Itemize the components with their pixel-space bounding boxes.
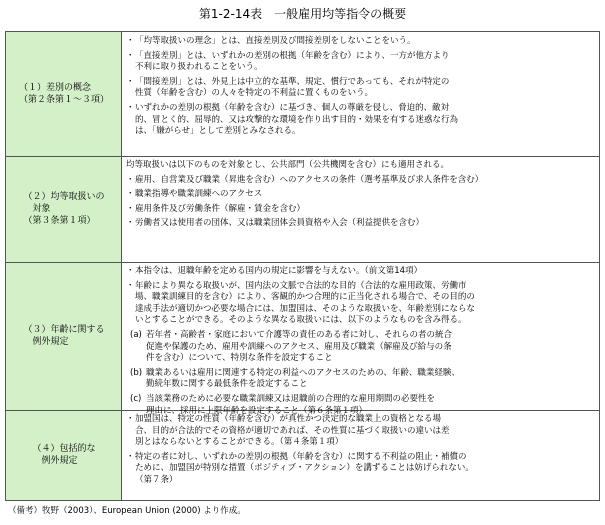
row-label-age-exceptions: （３）年齢に関する 例外規定 xyxy=(23,325,105,347)
bullet-icon: ・ xyxy=(126,174,135,185)
row-label-cell xyxy=(6,156,122,262)
sub-item-c: (c) 当該業務のために必要な職業訓練又は退職前の合理的な雇用期間の必要性を 理由に、採用に上限年齢を設定すること（第６条第１項） xyxy=(130,393,436,416)
row-label-cell xyxy=(6,262,122,410)
list-item: ・ 雇用、自営業及び職業（昇進を含む）へのアクセスの条件（選考基準及び求人条件を含む） xyxy=(126,174,484,185)
bullet-icon: ・ xyxy=(126,414,135,424)
list-item: ・ 特定の者に対し、いずれかの差別の根拠（年齢を含む）に関する不利益の阻止・補償の ために、加盟国が特別な措置（ポジティブ・アクション）を講ずることは妨げられない。 （第７条） xyxy=(126,451,474,485)
row-label-difference-concept: （１）差別の概念 （第２条第１～３項） xyxy=(18,83,109,105)
row-content-general-exceptions xyxy=(126,414,596,490)
list-item: ・ 雇用条件及び労働条件（解雇・賃金を含む） xyxy=(126,203,306,214)
page-title: 第1-2-14表 一般雇用均等指令の概要 xyxy=(198,7,407,21)
bullet-icon: ・ xyxy=(126,189,135,200)
bullet-icon: ・ xyxy=(126,218,135,229)
bullet-icon: ・ xyxy=(126,451,135,462)
list-item: ・ 労働者又は使用者の団体、又は職業団体会員資格や入会（利益提供を含む） xyxy=(126,218,425,229)
bullet-icon: ・ xyxy=(126,76,135,87)
row-content-age-exceptions xyxy=(126,266,596,420)
source-note: （備考）牧野（2003）、European Union (2000) より作成。 xyxy=(8,506,246,516)
list-item: ・ 本指令は、退職年齢を定める国内の規定に影響を与えない。（前文第14項） xyxy=(126,266,423,276)
list-item: ・ 「間接差別」とは、外見上は中立的な基準、規定、慣行であっても、それが特定の 性質（年齢を含む）の人々を特定の不利益に置くものをいう。 xyxy=(126,76,450,99)
intro-text: 均等取扱いは以下のものを対象とし、公共部門（公共機関を含む）にも適用される。 xyxy=(126,160,450,170)
row-label-cell xyxy=(6,410,122,500)
list-item: ・ 加盟国は、特定の性質（年齢を含む）が真性かつ決定的な職業上の資格となる場 合、目的が合法的でその資格が適切であれば、その性質に基づく取扱いの違いは差 別とはならないとすることができる。（第４条第１項） xyxy=(126,414,450,448)
bullet-icon: ・ xyxy=(126,203,135,214)
bullet-icon: ・ xyxy=(126,266,135,276)
sub-item-a: (a) 若年者・高齢者・家庭において介護等の責任のある者に対し、それらの者の統合 促進や保護のため、雇用や訓練へのアクセス、雇用及び職業（解雇及び給与の条 件を含む）について、特別な条件を設定すること xyxy=(130,329,453,364)
bullet-icon: ・ xyxy=(126,102,135,113)
list-item: ・ 職業指導や職業訓練へのアクセス xyxy=(126,189,263,200)
row-content-equal-treatment-scope xyxy=(126,160,596,233)
sub-item-b: (b) 職業あるいは雇用に関連する特定の利益へのアクセスのための、年齢、職業経験、 勤続年数に関する最低条件を設定すること xyxy=(130,367,460,390)
list-item: ・ 「直接差別」とは、いずれかの差別の根拠（年齢を含む）により、一方が他方より 不利に取り扱われることをいう。 xyxy=(126,50,450,73)
row-label-general-exceptions: （４）包括的な 例外規定 xyxy=(32,444,96,466)
list-item: ・ 年齢により異なる取扱いが、国内法の文脈で合法的な目的（合法的な雇用政策、労働市 場、職業訓練目的を含む）により、客観的かつ合理的に正当化される場合で、その目的の 達成手法が適切かつ必要な場合には、加盟国は、そのような取扱いを、年齢差別にならな いとすることができる。そのような異なる取扱いには、以下のようなものを含み得る。 xyxy=(126,280,476,326)
summary-table xyxy=(5,31,600,501)
row-label-equal-treatment-scope: （２）均等取扱いの 対象 （第３条第１項） xyxy=(23,192,105,226)
row-content-difference-concept xyxy=(126,36,596,141)
list-item: ・ いずれかの差別の根拠（年齢を含む）に基づき、個人の尊厳を侵し、脅迫的、敵対 的、冒とく的、屈辱的、又は攻撃的な環境を作り出す目的・効果を有する迷惑な行為 は、「嫌がらせ」として差別とみなされる。 xyxy=(126,102,459,137)
bullet-icon: ・ xyxy=(126,50,135,61)
row-label-cell xyxy=(6,32,122,156)
bullet-icon: ・ xyxy=(126,36,135,46)
bullet-icon: ・ xyxy=(126,280,135,291)
list-item: ・ 「均等取扱いの理念」とは、直接差別及び間接差別をしないことをいう。 xyxy=(126,36,416,46)
